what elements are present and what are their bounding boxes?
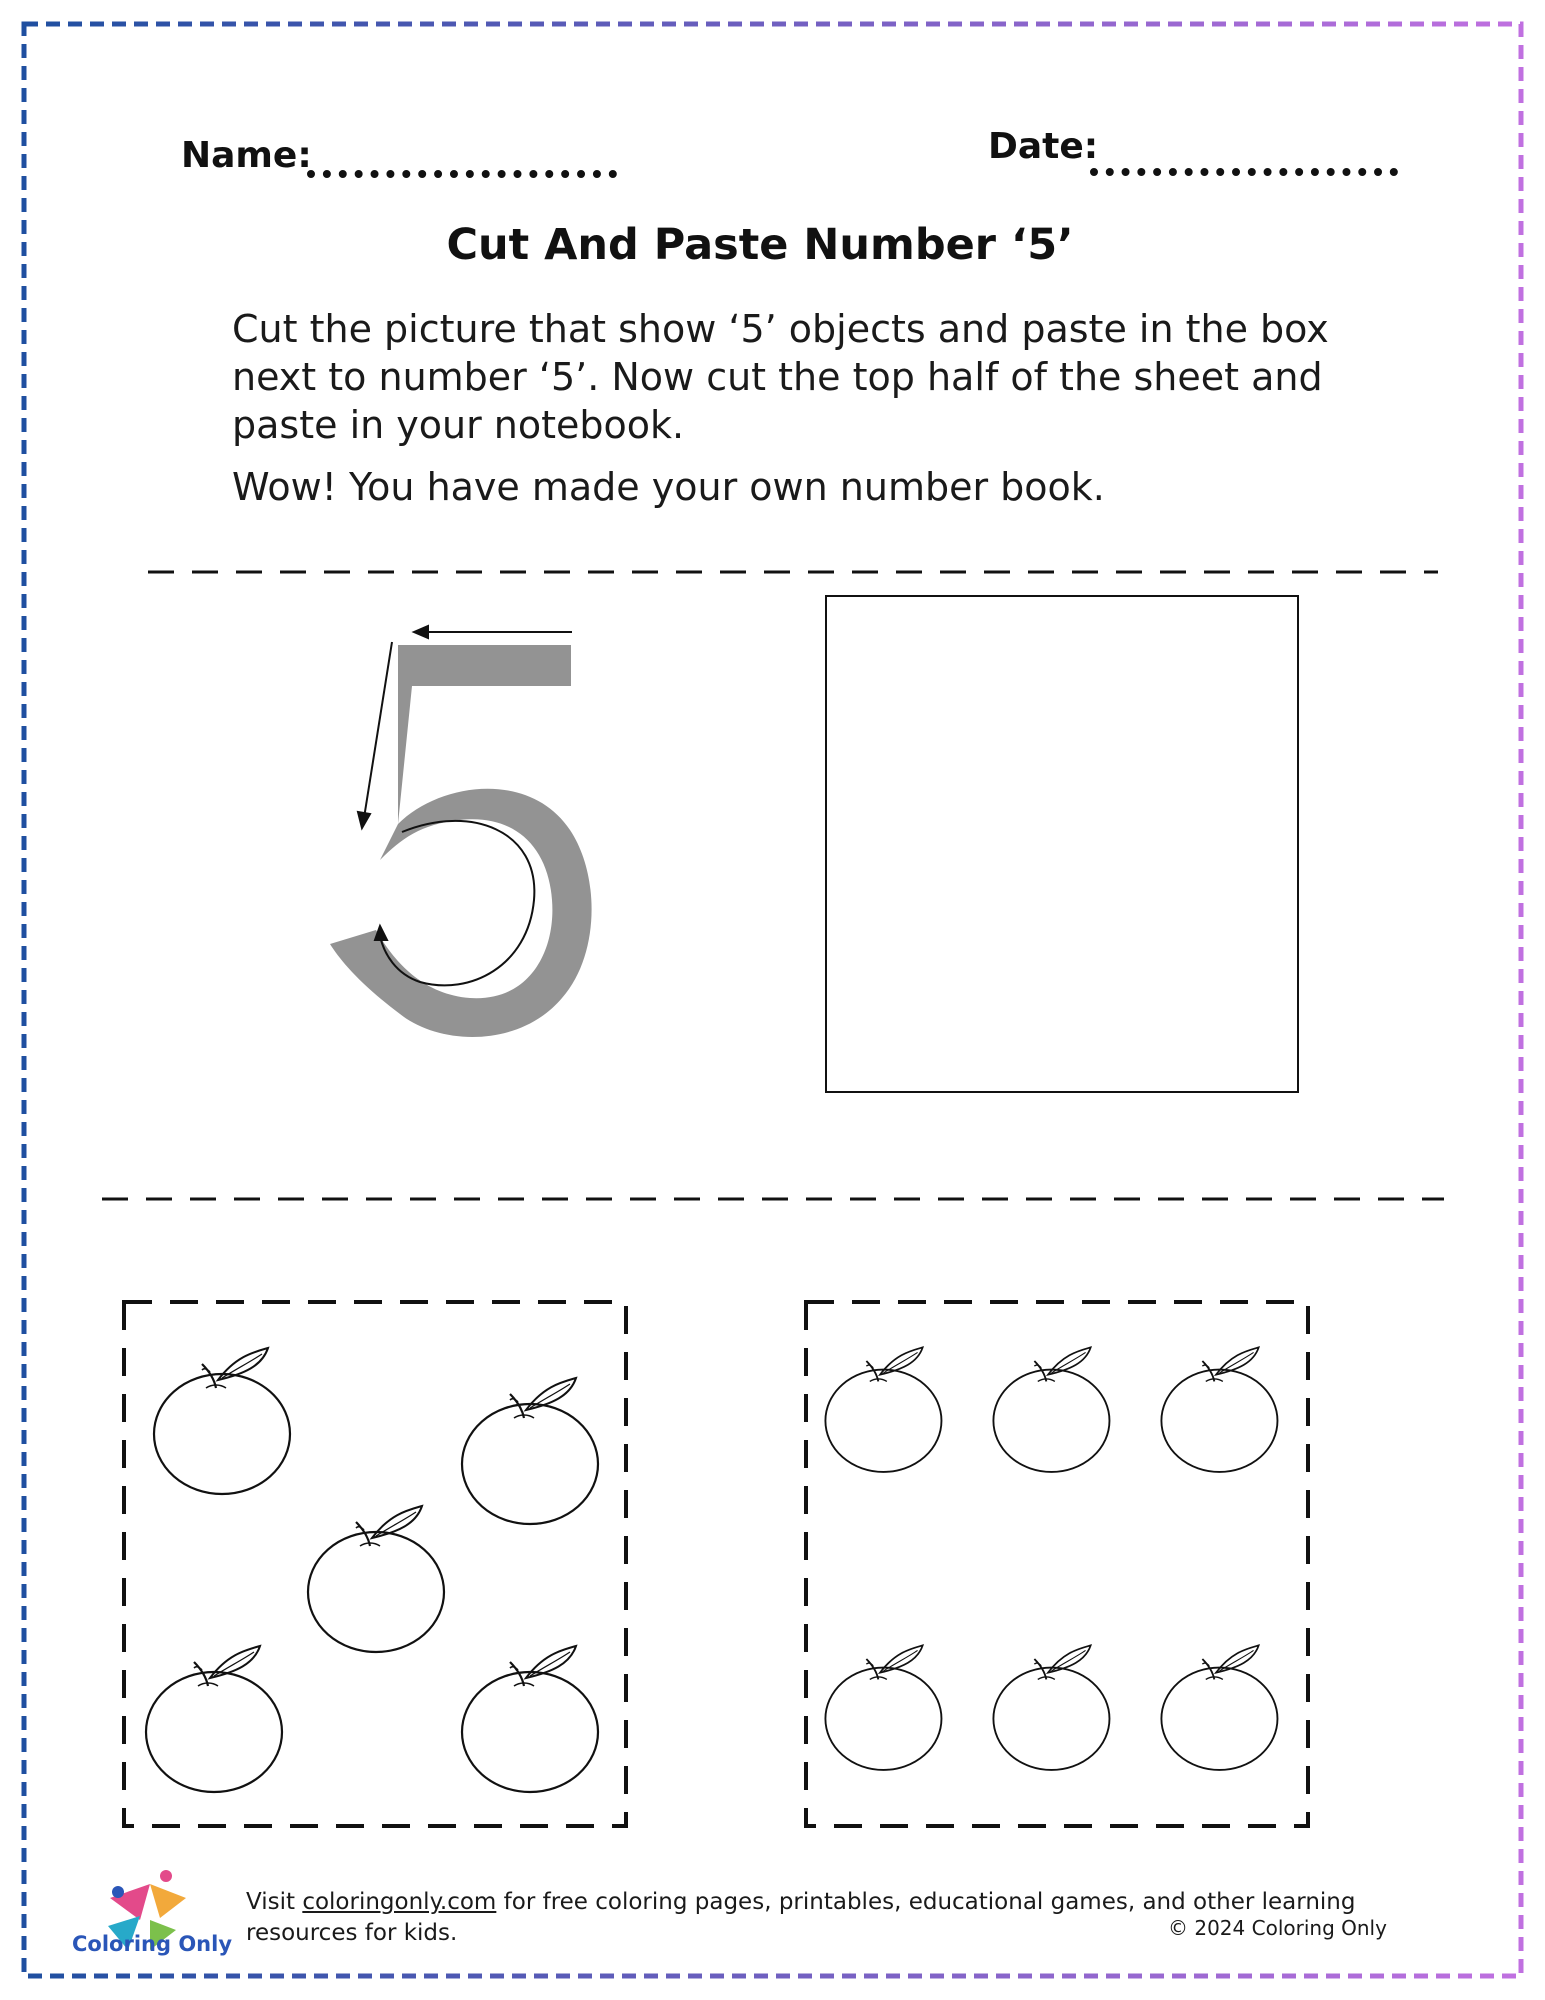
apple-group-6 [825,1347,1277,1770]
date-field[interactable] [1090,168,1398,176]
apple-group-5 [146,1348,598,1792]
apple-icon [462,1646,598,1792]
date-label: Date: [988,126,1099,167]
apple-icon [154,1348,290,1494]
name-label: Name: [181,135,312,176]
logo-text: Coloring Only [72,1932,233,1956]
paste-box [826,596,1298,1092]
worksheet-title: Cut And Paste Number ‘5’ [446,220,1074,270]
apple-icon [825,1347,941,1472]
apple-icon [462,1378,598,1524]
apple-icon [1161,1645,1277,1770]
apple-icon [146,1646,282,1792]
footer-link[interactable]: coloringonly.com [302,1889,497,1915]
option-box-right [806,1302,1308,1826]
apple-icon [993,1347,1109,1472]
tracing-digit-5 [330,645,592,1037]
footer-visit-suffix: for free coloring pages, printables, educational games, and other learning resources for kids. [246,1889,1356,1946]
instruction-line-2: Wow! You have made your own number book. [232,465,1105,509]
apple-icon [825,1645,941,1770]
apple-icon [993,1645,1109,1770]
apple-icon [308,1506,444,1652]
apple-icon [1161,1347,1277,1472]
instruction-line-1: Cut the picture that show ‘5’ objects and paste in the box next to number ‘5’. Now cut the top half of the sheet and paste in your notebook. [232,307,1329,447]
name-field[interactable] [307,170,617,178]
option-box-left [124,1302,626,1826]
footer-visit-prefix: Visit [246,1889,303,1915]
instructions [232,305,1402,525]
copyright: © 2024 Coloring Only [1168,1916,1387,1940]
